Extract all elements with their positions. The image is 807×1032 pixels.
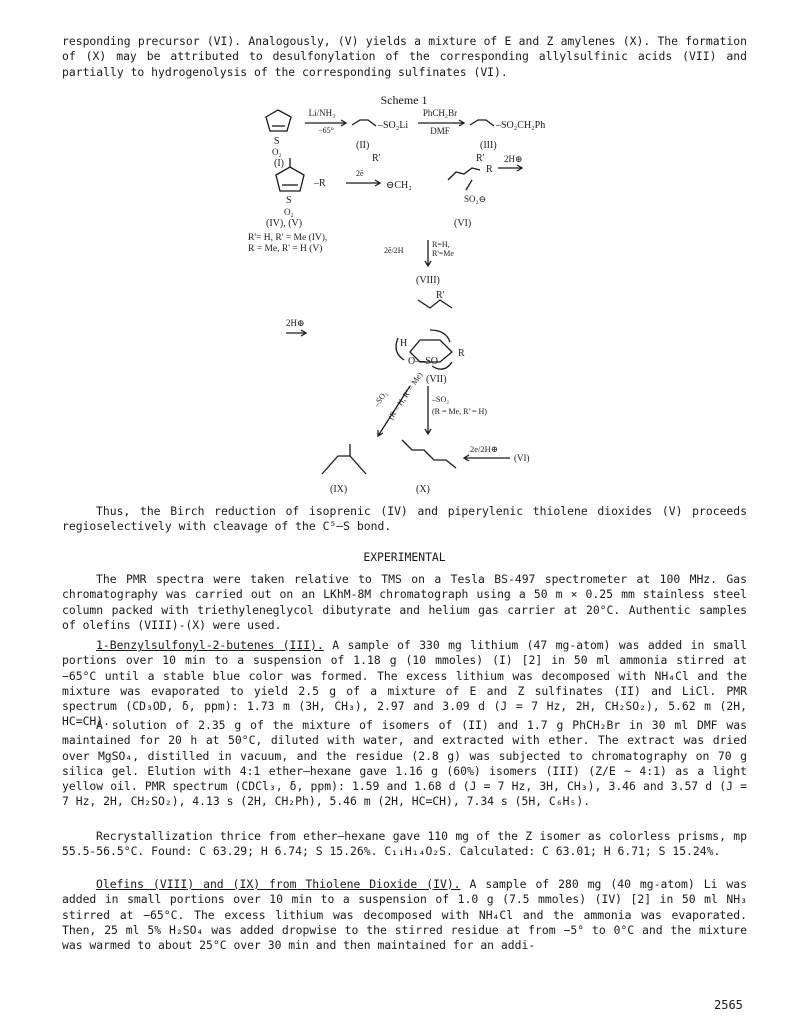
olefins-title: Olefins (VIII) and (IX) from Thiolene Dioxide (IV). — [96, 877, 461, 891]
r-me-r-h: (R = Me, R' = H) — [432, 407, 487, 416]
methods-paragraph: The PMR spectra were taken relative to TMS on a Tesla BS-497 spectrometer at 100 MHz. Gas chromatography was carried out on an LKhM-8M chromatograph using a 50 m × 0.25 mm stainless steel column packed with triethyleneglycol dibutyrate and helium gas carrier at 20°C. Authentic samples of olefins (VIII)-(X) were used. — [62, 572, 747, 632]
subst-1: R'= H, R' = Me (IV), — [248, 233, 328, 243]
label-IV-V: (IV), (V) — [266, 218, 303, 229]
label-VI-2: (VI) — [514, 453, 530, 463]
reaction-scheme — [0, 0, 807, 500]
r-eq-h: R=H, — [432, 240, 450, 249]
two-e: 2ē — [356, 169, 364, 178]
structure-VIII — [418, 300, 452, 308]
label-II: (II) — [356, 140, 370, 151]
r-h-r-me: (R = H, R' = Me) — [386, 370, 425, 422]
structure-IX — [322, 456, 366, 474]
o2-label-I: O₂ — [272, 147, 282, 157]
procedure-III-body: A sample of 330 mg lithium (47 mg-atom) was added in small portions over 10 min to a suspension of 1.18 g (10 mmoles) (I) [2] in 50 ml ammonia stirred at −65°C until a stable blue color was formed. The excess lithium was decomposed with NH₄Cl and the mixture was evaporated to yield 2.5 g of a mixture of E and Z sulfinates (II) and LiCl. PMR spectrum (CD₃OD, δ, ppm): 1.73 m (3H, CH₃), 2.97 and 3.09 d (J = 7 Hz, 2H, CH₂SO₂), 5.62 m (2H, HC=CH). — [62, 638, 747, 729]
so3li-label: –SO₂Li — [378, 120, 409, 131]
experimental-heading: EXPERIMENTAL — [363, 550, 446, 564]
o-so: O—SO — [408, 356, 439, 367]
reagent-dmf: DMF — [430, 126, 450, 136]
two-h-plus-2: 2H⊕ — [286, 318, 305, 328]
minus-so2: –SO₂ — [432, 395, 450, 404]
recrystallization-paragraph: Recrystallization thrice from ether–hexane gave 110 mg of the Z isomer as colorless prisms, mp 55.5-56.5°C. Found: C 63.29; H 6.74; S 15.26%. C₁₁H₁₄O₂S. Calculated: C 63.01; H 6.71; S 15.24%. — [62, 829, 747, 859]
minus-so2-diag: –SO₂ — [371, 389, 389, 409]
h-label: H — [400, 338, 408, 349]
r-prime-IV: R' — [372, 153, 381, 164]
procedure-III-paragraph — [62, 638, 747, 730]
intro-paragraph: responding precursor (VI). Analogously, (V) yields a mixture of E and Z amylenes (X). The formation of (X) may be attributed to desulfonylation of the corresponding allylsulfinic acids (VII) and partially to hydrogenolysis of the corresponding sulfinates (VI). — [62, 34, 747, 79]
procedure-III-title: 1-Benzylsulfonyl-2-butenes (III). — [96, 638, 324, 652]
label-VII: (VII) — [426, 374, 447, 385]
r-prime-VII: R' — [436, 290, 445, 301]
r-prime-VI: R' — [476, 153, 485, 164]
r-VII: R — [458, 348, 465, 359]
s-label-I: S — [274, 136, 280, 147]
r-VI: R — [486, 164, 493, 175]
chain-VI — [448, 168, 480, 180]
o2-label-IV: O₂ — [284, 207, 294, 217]
chain-II — [352, 120, 376, 126]
so2ch2ph-label: –SO₂CH₂Ph — [496, 120, 546, 131]
reagent-li-nh3: Li/NH₃ — [308, 108, 336, 118]
label-III: (III) — [480, 140, 497, 151]
scheme-title: Scheme 1 — [380, 93, 428, 107]
chromatography-paragraph: A solution of 2.35 g of the mixture of isomers of (II) and 1.7 g PhCH₂Br in 30 ml DMF was maintained for 20 h at 50°C, diluted with water, and extracted with ether. The extract was dried over MgSO₄, distilled in vacuum, and the residue (2.8 g) was subjected to chromatography on 70 g silica gel. Elution with 4:1 ether–hexane gave 1.16 g (60%) isomers (III) (Z/E ~ 4:1) as a light yellow oil. PMR spectrum (CDCl₃, δ, ppm): 1.59 and 1.68 d (J = 7 Hz, 3H, CH₃), 3.46 and 3.57 d (J = 7 Hz, 2H, CH₂SO₂), 4.13 s (2H, CH₂Ph), 5.46 m (2H, HC=CH), 7.34 s (5H, C₆H₅). — [62, 718, 747, 809]
two-e-2h: 2ē/2H — [384, 246, 404, 255]
olefins-body: A sample of 280 mg (40 mg-atom) Li was added in small portions over 10 min to a suspension of 1.0 g (7.5 mmoles) (IV) [2] in 50 ml NH₃ stirred at −65°C. The excess lithium was decomposed with NH₄Cl and the ammonia was evaporated. Then, 25 ml 5% H₂SO₄ was added dropwise to the stirred residue at from −5° to 0°C and the mixture was warmed to about 25°C over 30 min and then maintained for an addi- — [62, 877, 747, 953]
reagent-temp: −65° — [318, 126, 334, 135]
r-prime-eq-me: R'=Me — [432, 249, 454, 258]
thiolene-ring-IV — [276, 167, 304, 191]
so2-anion: SO₂⊖ — [464, 194, 487, 204]
thiolene-ring-I — [266, 110, 291, 131]
label-IX: (IX) — [330, 484, 348, 495]
two-h-plus: 2H⊕ — [504, 154, 523, 164]
conclusion-paragraph: Thus, the Birch reduction of isoprenic (IV) and piperylenic thiolene dioxides (V) proceeds regioselectively with cleavage of the C⁵–S bond. — [62, 504, 747, 534]
s-label-IV: S — [286, 195, 292, 206]
chain-III — [470, 120, 494, 126]
subst-2: R = Me, R' = H (V) — [248, 244, 323, 254]
label-VI: (VI) — [454, 218, 472, 229]
page-number: 2565 — [714, 998, 743, 1012]
label-X: (X) — [416, 484, 430, 495]
label-I: (I) — [274, 158, 284, 169]
two-e-2h-plus: 2e/2H⊕ — [470, 444, 498, 454]
ch2-anion: ⊖CH₂ — [386, 180, 412, 191]
r-dash-IV: –R — [314, 178, 326, 189]
structure-X — [402, 440, 456, 468]
olefins-paragraph — [62, 877, 747, 953]
label-VIII: (VIII) — [416, 275, 440, 286]
reagent-phch2br: PhCH₂Br — [422, 108, 458, 118]
